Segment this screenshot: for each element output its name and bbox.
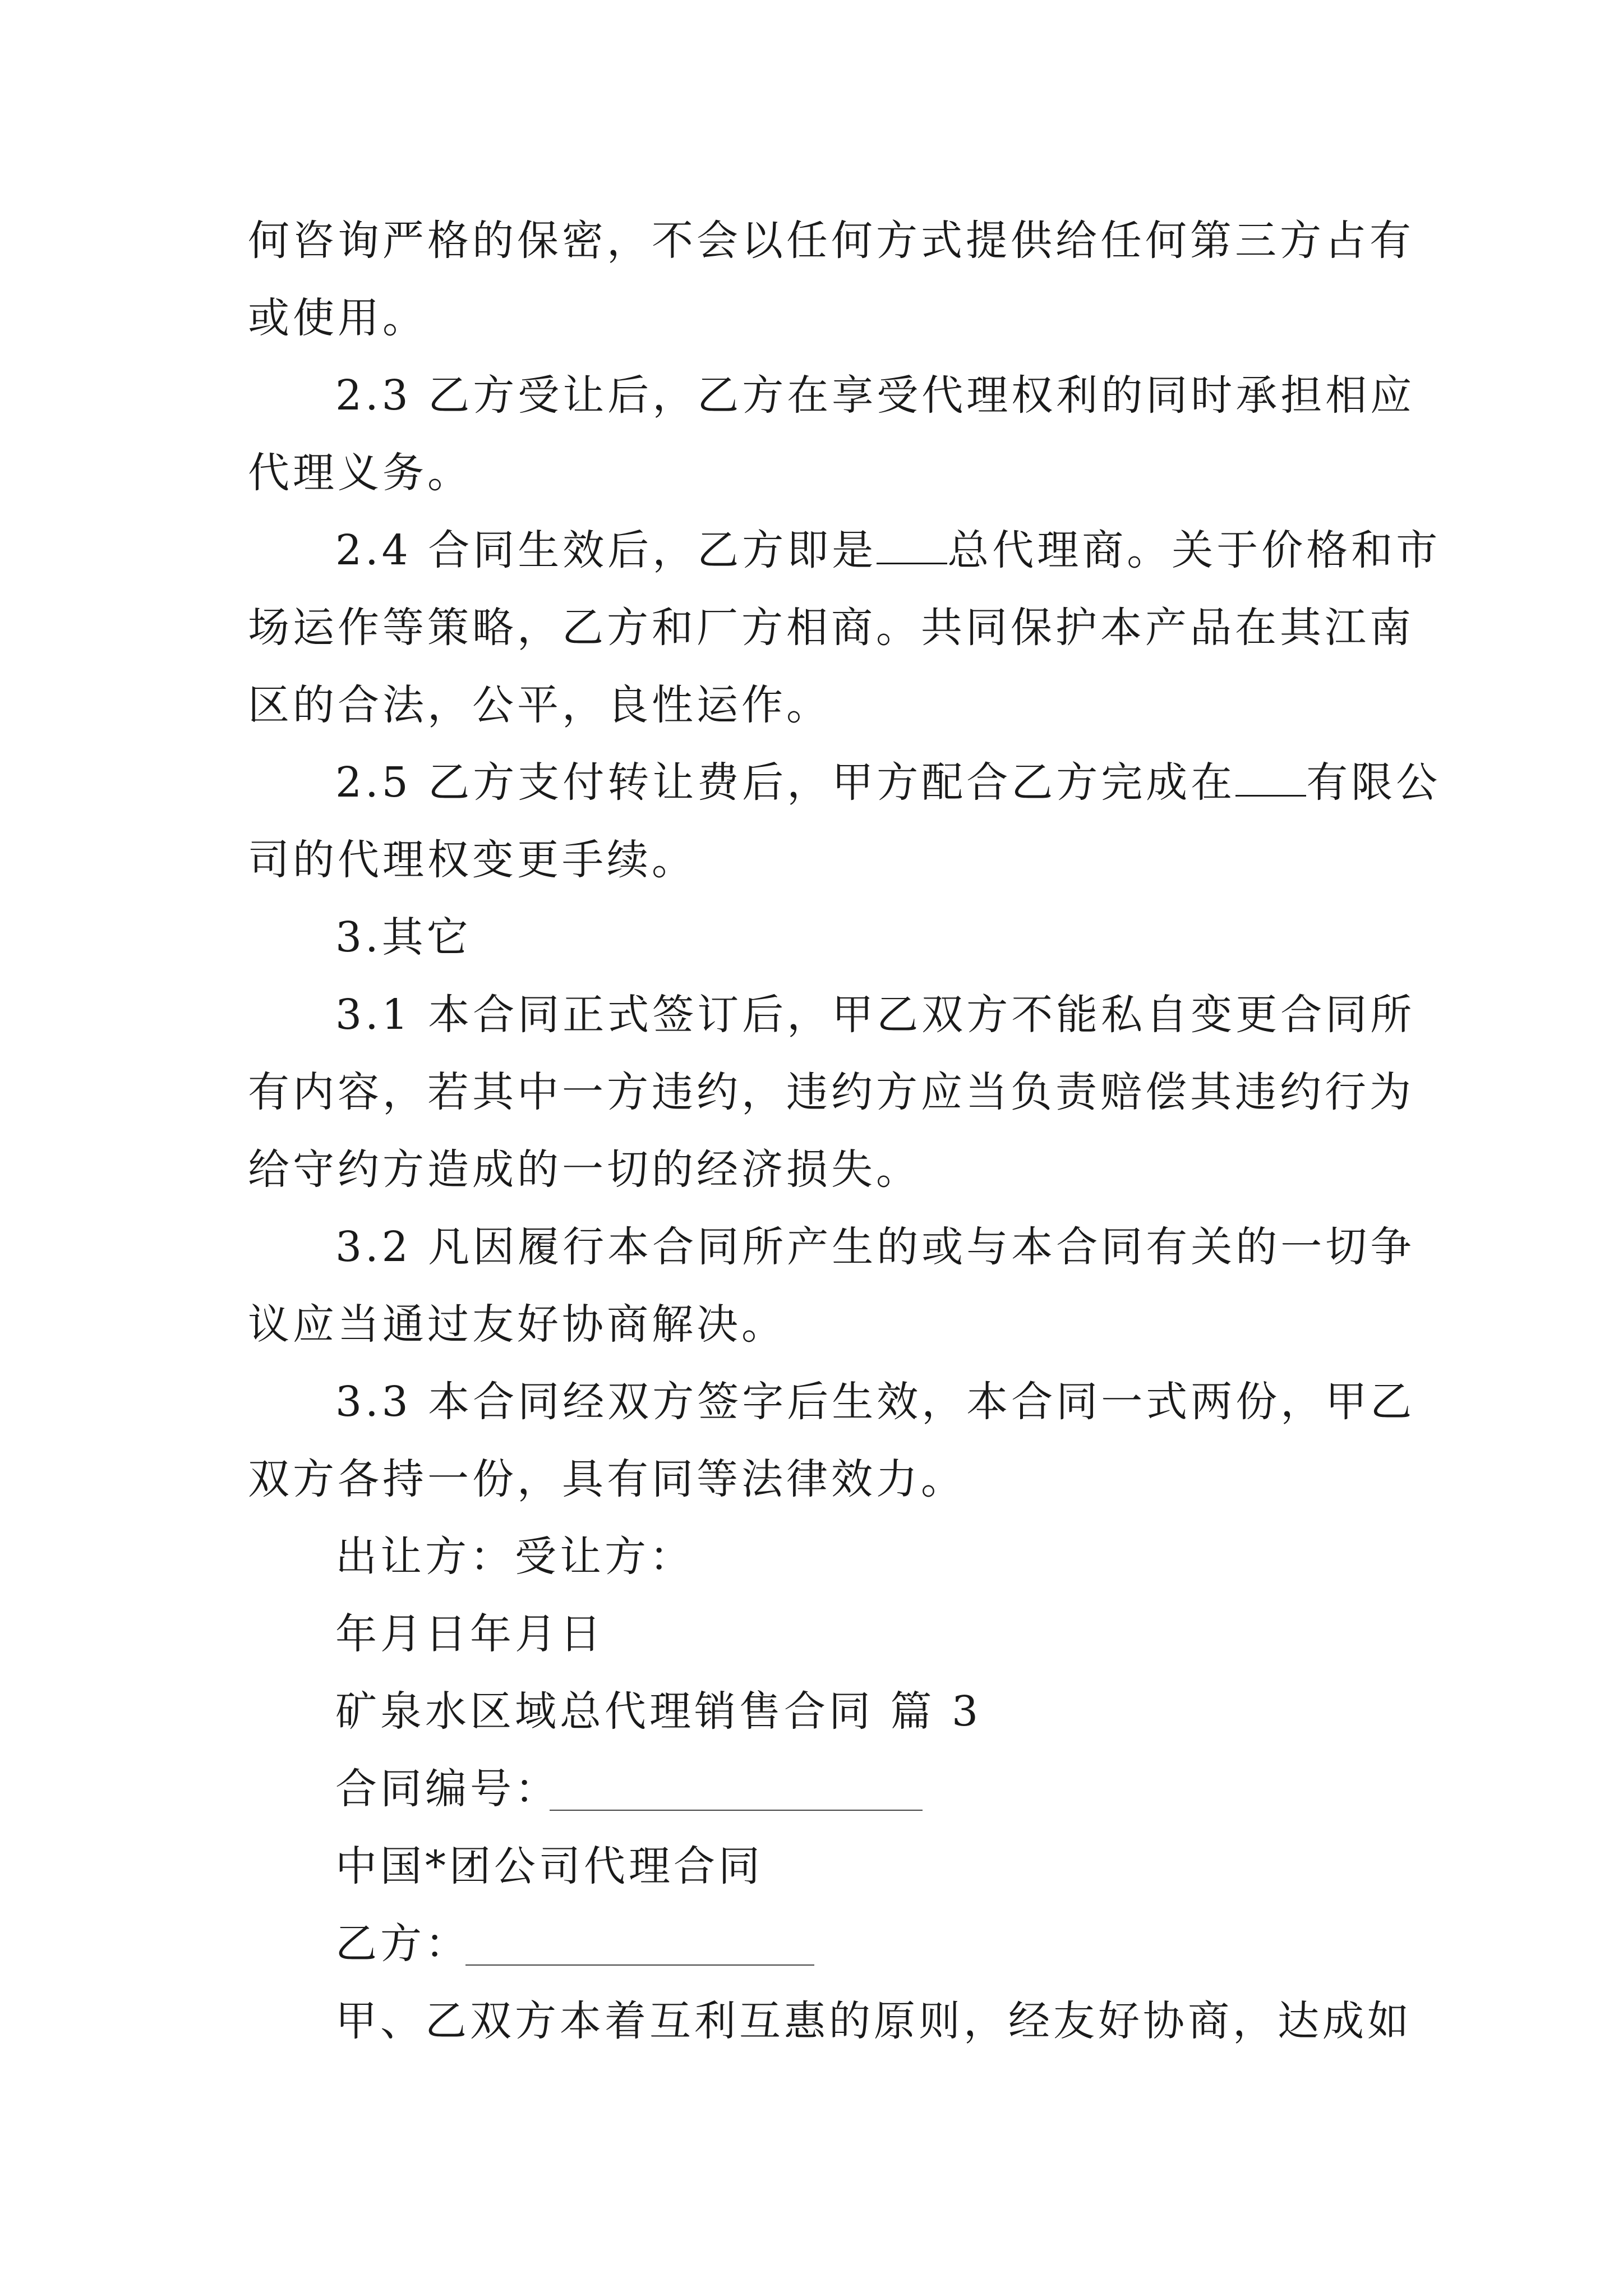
section-title: 矿泉水区域总代理销售合同 篇 3 [335, 1687, 982, 1736]
clause-3-2-line: 3.2 凡因履行本合同所产生的或与本合同有关的一切争 [335, 1223, 1415, 1271]
paragraph-line: 议应当通过友好协商解决。 [248, 1300, 786, 1349]
paragraph-line: 区的合法，公平，良性运作。 [248, 681, 831, 729]
paragraph-line: 有内容，若其中一方违约，违约方应当负责赔偿其违约行为 [248, 1068, 1414, 1116]
contract-number-blank [550, 1810, 923, 1811]
fill-in-blank [877, 558, 947, 564]
clause-3-3-line: 3.3 本合同经双方签字后生效，本合同一式两份，甲乙 [335, 1378, 1415, 1426]
company-line: 中国*团公司代理合同 [335, 1842, 763, 1890]
fill-in-blank [1235, 790, 1306, 797]
paragraph-line: 双方各持一份，具有同等法律效力。 [248, 1455, 966, 1503]
paragraph-line: 司的代理权变更手续。 [248, 836, 697, 884]
clause-text: 有限公 [1306, 758, 1441, 807]
contract-number-label: 合同编号： [335, 1765, 560, 1813]
paragraph-line: 代理义务。 [248, 449, 472, 497]
paragraph-line: 给守约方造成的一切的经济损失。 [248, 1145, 921, 1194]
clause-text: 总代理商。关于价格和市 [947, 526, 1441, 574]
paragraph-line: 甲、乙双方本着互利互惠的原则，经友好协商，达成如 [335, 1997, 1412, 2045]
paragraph-line: 场运作等策略，乙方和厂方相商。共同保护本产品在其江南 [248, 604, 1414, 652]
clause-2-3-line: 2.3 乙方受让后，乙方在享受代理权利的同时承担相应 [335, 371, 1415, 420]
clause-2-4-line [335, 526, 1441, 574]
party-b-blank [465, 1964, 814, 1966]
clause-text: 2.4 合同生效后，乙方即是 [335, 526, 877, 574]
paragraph-line: 或使用。 [248, 294, 427, 342]
signature-labels: 出让方：受让方： [335, 1533, 694, 1581]
clause-text: 2.5 乙方支付转让费后，甲方配合乙方完成在 [335, 758, 1236, 807]
paragraph-line: 何咨询严格的保密，不会以任何方式提供给任何第三方占有 [248, 217, 1414, 265]
section-heading: 3.其它 [335, 913, 472, 961]
clause-2-5-line [335, 758, 1441, 807]
clause-3-1-line: 3.1 本合同正式签订后，甲乙双方不能私自变更合同所 [335, 991, 1415, 1039]
party-b-label: 乙方： [335, 1920, 470, 1968]
date-labels: 年月日年月日 [335, 1610, 605, 1658]
